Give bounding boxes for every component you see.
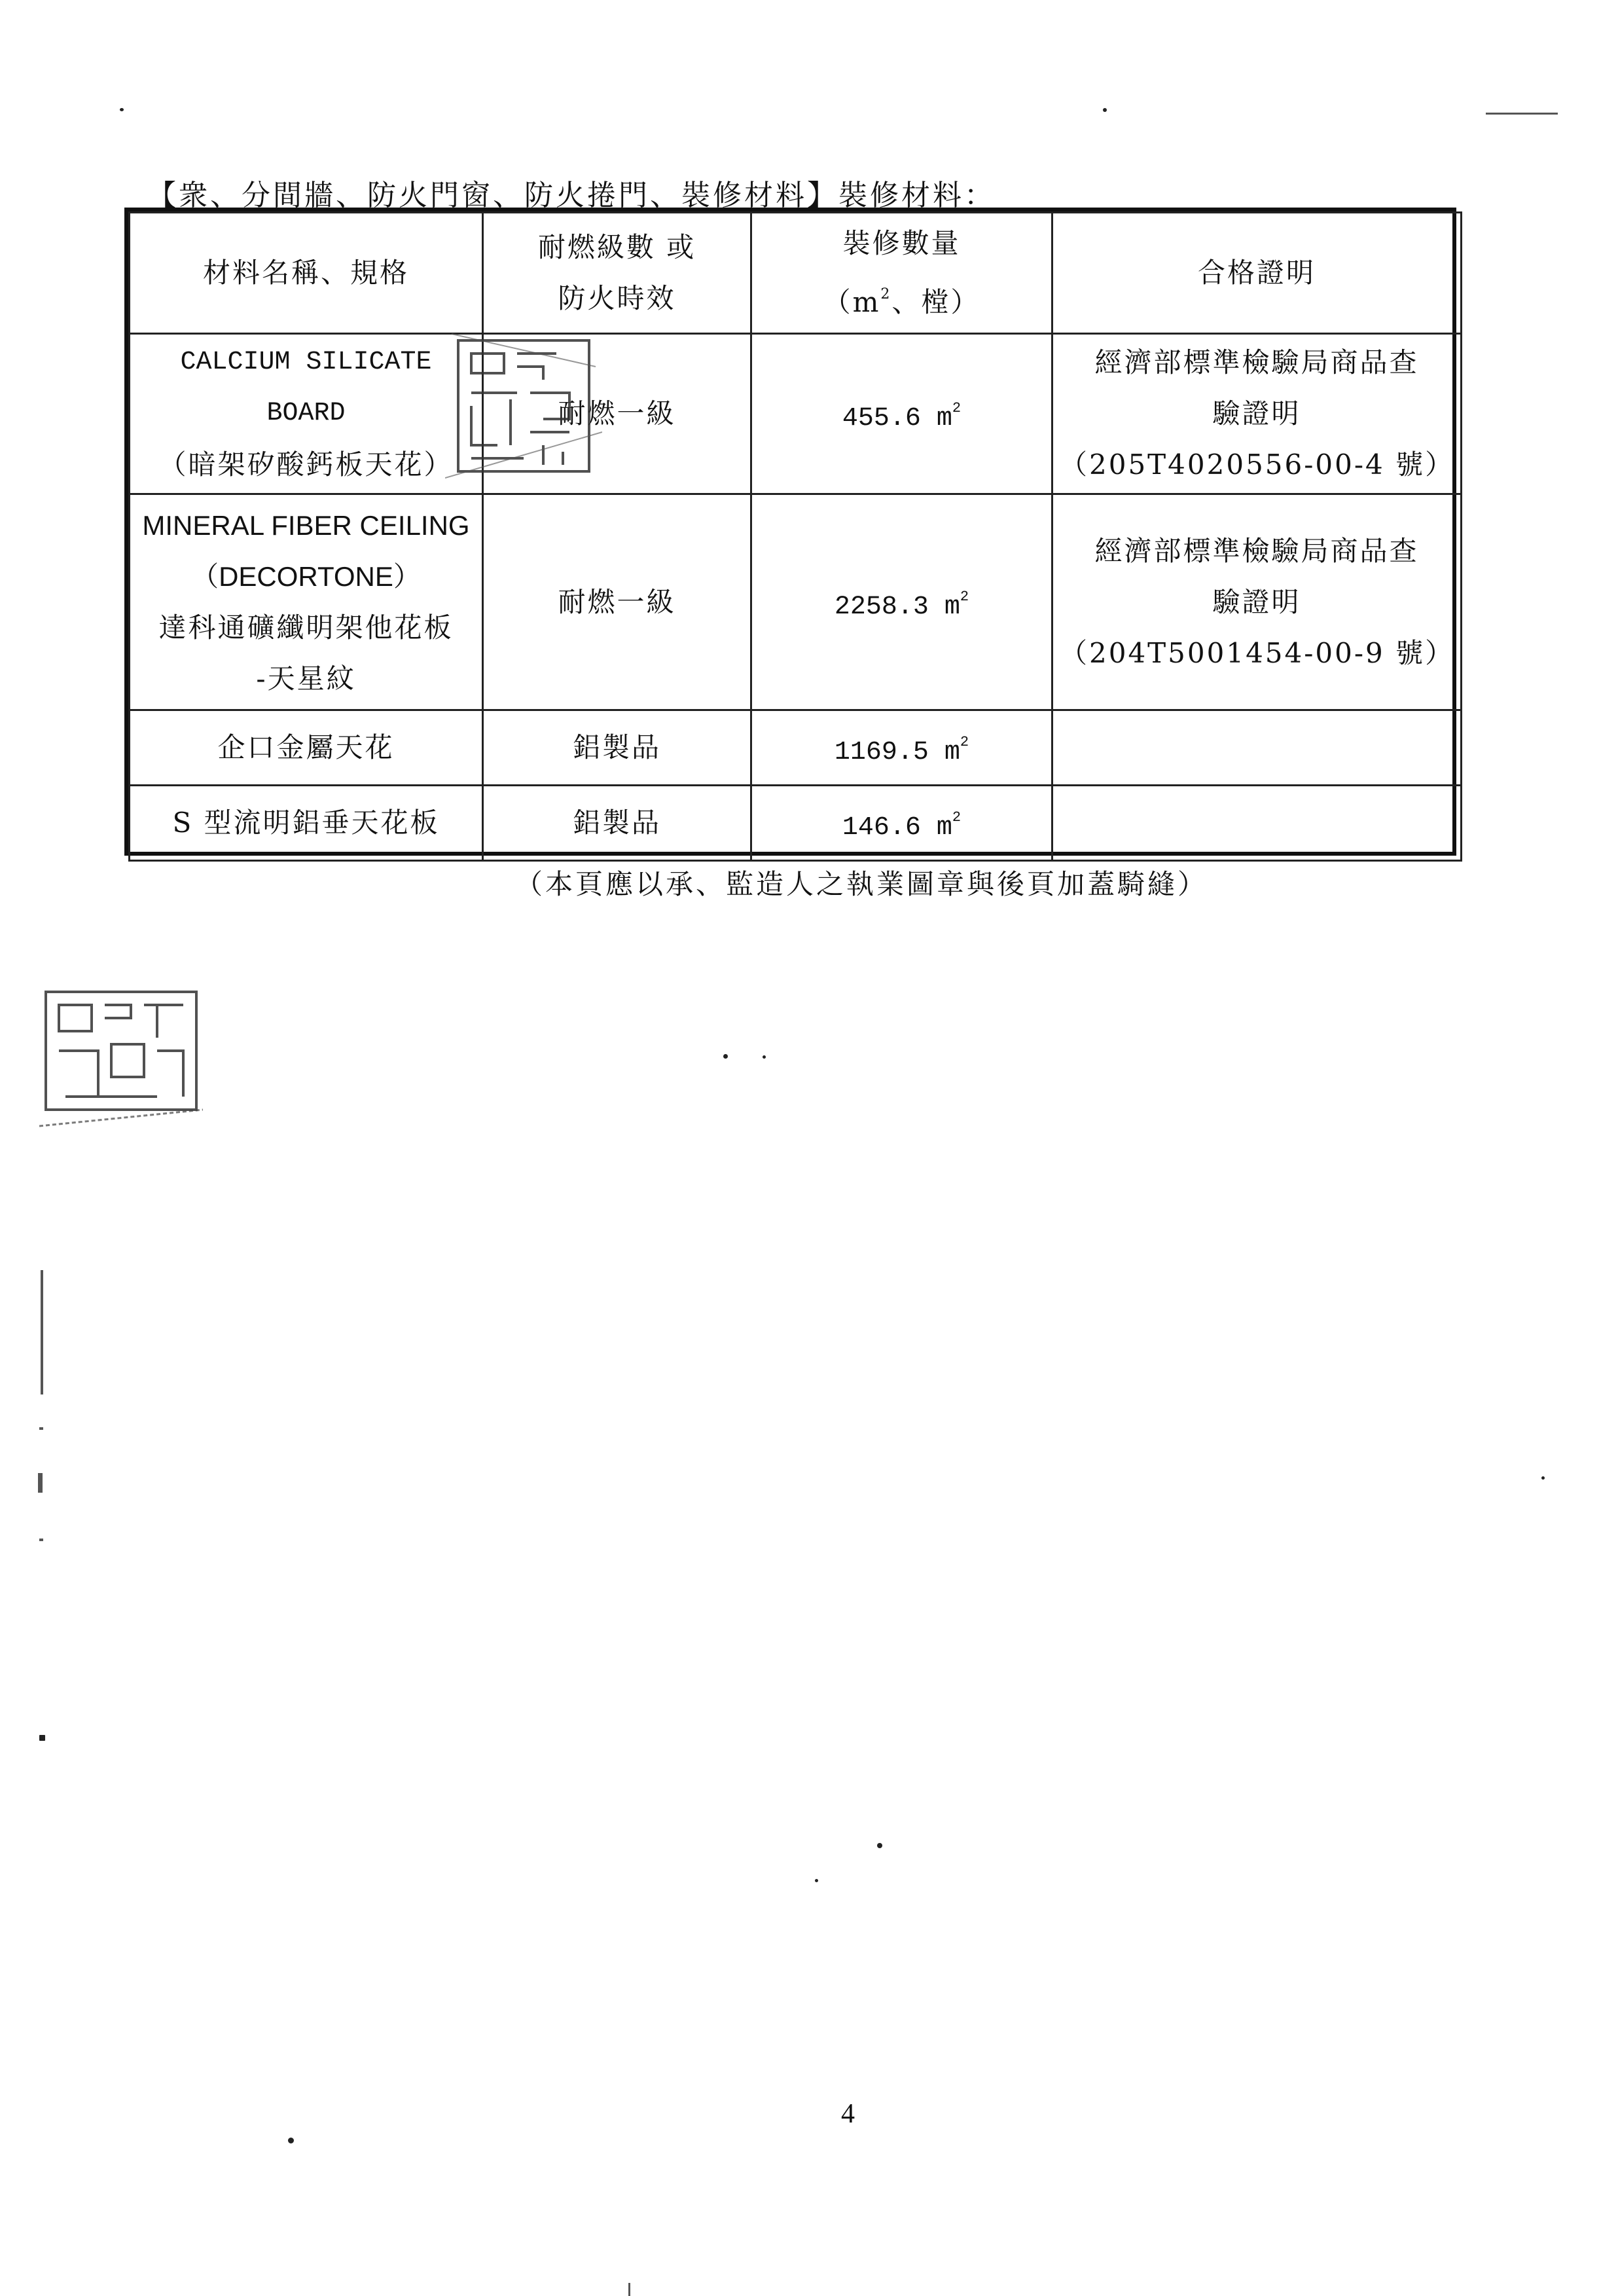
table-row xyxy=(130,710,1462,786)
header-quantity xyxy=(751,213,1052,334)
row3-quantity xyxy=(751,710,1052,786)
row4-quantity-sup: 2 xyxy=(952,809,962,826)
materials-table-frame xyxy=(124,208,1456,856)
scan-speck xyxy=(120,108,124,111)
row1-cert-line2: 驗證明 xyxy=(1212,397,1301,429)
row2-name-line4: -天星紋 xyxy=(256,662,356,695)
header-quantity-unit: （m xyxy=(823,286,881,318)
table-row xyxy=(130,786,1462,861)
row4-material-name: S 型流明鋁垂天花板 xyxy=(130,786,483,861)
row1-cert-line1: 經濟部標準檢驗局商品查 xyxy=(1094,346,1419,378)
row2-certificate xyxy=(1052,494,1462,710)
row4-quantity xyxy=(751,786,1052,861)
row3-quantity-sup: 2 xyxy=(960,734,969,750)
header-quantity-line1: 裝修數量 xyxy=(842,227,961,259)
row1-material-name xyxy=(130,334,483,494)
header-fire-rating-line1: 耐燃級數 或 xyxy=(537,231,696,263)
materials-table xyxy=(128,211,1462,862)
row1-name-line1: CALCIUM SILICATE xyxy=(180,348,432,377)
row2-quantity xyxy=(751,494,1052,710)
header-fire-rating-line2: 防火時效 xyxy=(558,282,676,314)
row1-quantity-value: 455.6 m xyxy=(842,404,952,433)
table-row xyxy=(130,334,1462,494)
row2-cert-line3: （204T5001454-00-9 號） xyxy=(1060,636,1455,669)
scan-speck xyxy=(1103,108,1107,112)
scan-mark xyxy=(39,1427,43,1430)
row4-quantity-value: 146.6 m xyxy=(842,813,952,843)
scan-speck xyxy=(288,2138,294,2143)
row2-quantity-sup: 2 xyxy=(960,588,969,605)
scan-mark xyxy=(628,2283,630,2296)
row1-cert-line3: （205T4020556-00-4 號） xyxy=(1060,448,1455,481)
margin-line xyxy=(41,1270,43,1394)
header-material-name: 材料名稱、規格 xyxy=(130,213,483,334)
scan-speck xyxy=(763,1055,766,1059)
page-number: 4 xyxy=(841,2099,855,2129)
seal-note: （本頁應以承、監造人之執業圖章與後頁加蓋騎縫） xyxy=(514,868,1208,900)
header-fire-rating xyxy=(483,213,751,334)
row1-quantity-sup: 2 xyxy=(952,400,962,416)
row3-material-name: 企口金屬天花 xyxy=(130,710,483,786)
row1-name-line2: BOARD xyxy=(266,399,346,428)
table-header-row xyxy=(130,213,1462,334)
row2-name-line1: MINERAL FIBER CEILING xyxy=(142,509,470,541)
scan-speck xyxy=(877,1843,882,1848)
row2-fire-rating: 耐燃一級 xyxy=(483,494,751,710)
row4-fire-rating: 鋁製品 xyxy=(483,786,751,861)
row3-certificate xyxy=(1052,710,1462,786)
row2-name-line2: （DECORTONE） xyxy=(191,560,421,592)
row4-certificate xyxy=(1052,786,1462,861)
row1-fire-rating: 耐燃一級 xyxy=(483,334,751,494)
seal-stamp-margin xyxy=(39,979,203,1129)
scan-speck xyxy=(723,1054,728,1059)
header-quantity-unit-end: 、樘） xyxy=(891,286,980,318)
header-quantity-line2 xyxy=(759,269,1045,328)
scan-mark xyxy=(39,1539,43,1541)
scan-speck xyxy=(39,1735,45,1741)
row2-material-name xyxy=(130,494,483,710)
row2-name-line3: 達科通礦纖明架他花板 xyxy=(158,611,454,644)
scan-mark xyxy=(1486,113,1558,115)
scan-speck xyxy=(1541,1476,1545,1480)
row3-fire-rating: 鋁製品 xyxy=(483,710,751,786)
row3-quantity-value: 1169.5 m xyxy=(834,738,960,767)
table-row xyxy=(130,494,1462,710)
row1-name-line3: （暗架矽酸鈣板天花） xyxy=(158,448,454,481)
row2-quantity-value: 2258.3 m xyxy=(834,592,960,622)
row1-quantity xyxy=(751,334,1052,494)
header-quantity-unit-sup: 2 xyxy=(880,286,892,302)
section-heading: 【衆、分間牆、防火門窗、防火捲門、裝修材料】裝修材料： xyxy=(147,179,996,212)
header-certificate: 合格證明 xyxy=(1052,213,1462,334)
seal-stamp xyxy=(445,327,602,484)
scan-mark xyxy=(38,1473,43,1493)
row1-certificate xyxy=(1052,334,1462,494)
row2-cert-line2: 驗證明 xyxy=(1212,585,1301,618)
scan-speck xyxy=(815,1879,818,1882)
row2-cert-line1: 經濟部標準檢驗局商品查 xyxy=(1094,534,1419,567)
